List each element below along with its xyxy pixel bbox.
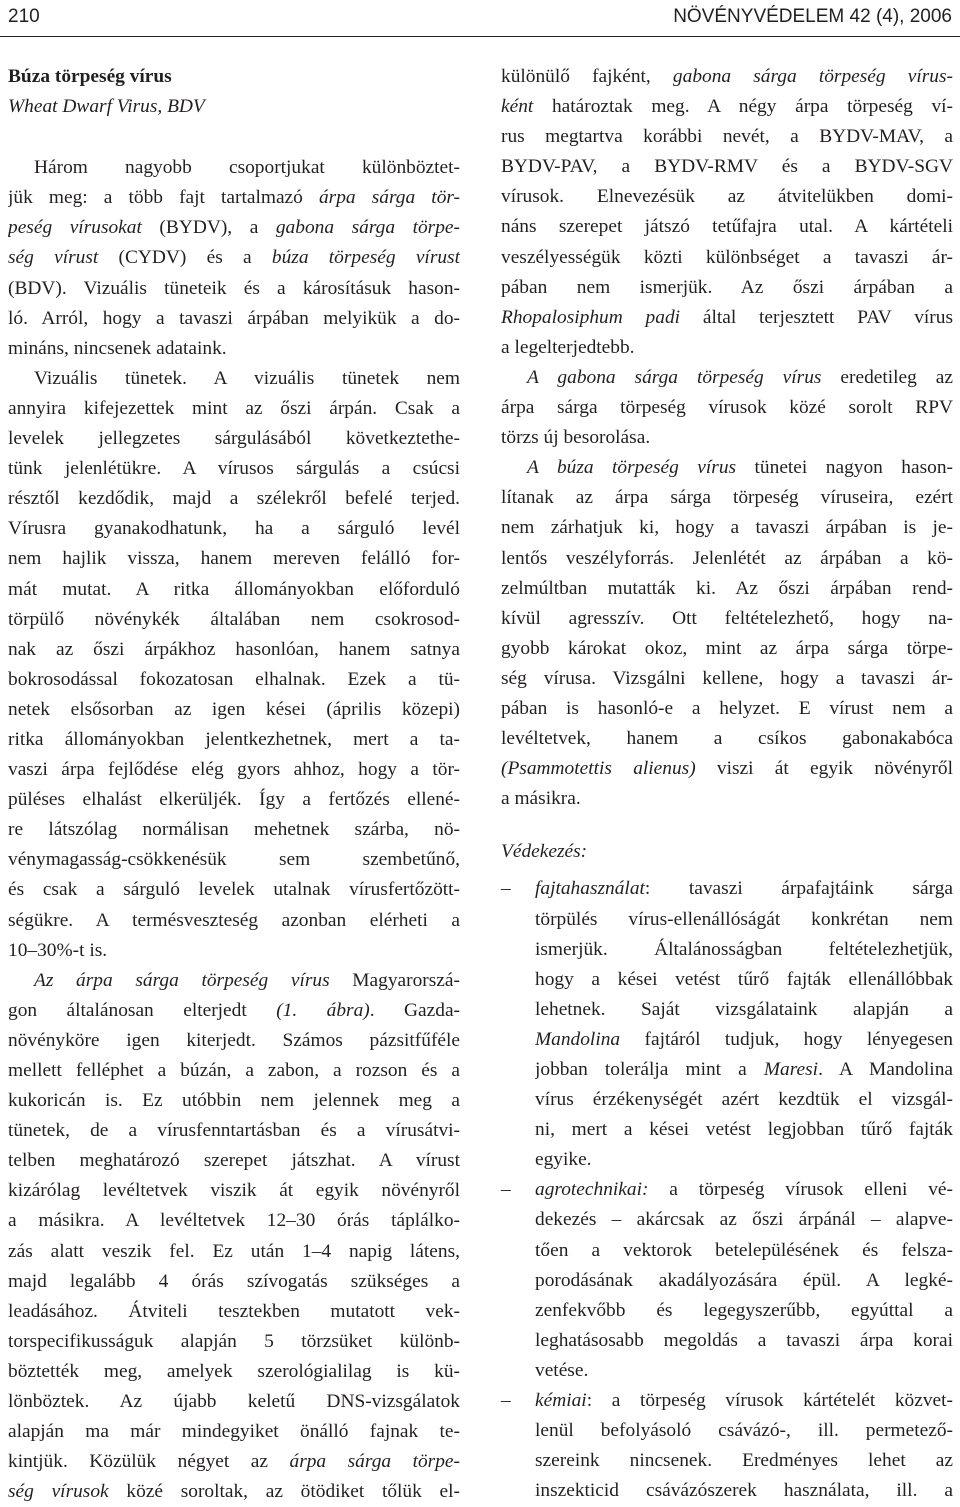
right-column — [501, 62, 953, 1506]
body-line: tünk jelenlétükre. A vírusos sárgulás a csúcsi — [8, 458, 460, 480]
list-line: fajtahasználat: tavaszi árpafajtáink sárga — [535, 878, 953, 900]
body-line: (Psammotettis alienus) viszi át egyik növényről — [501, 758, 953, 780]
vedekezes-heading: Védekezés: — [501, 841, 588, 863]
body-line: re látszólag normálisan mehetnek szárba, nö- — [8, 819, 460, 841]
list-dash: – — [501, 878, 511, 900]
list-line: zenfekvőbb és legegyszerűbb, egyúttal a — [535, 1299, 953, 1321]
body-line: leadásához. Átviteli tesztekben mutatott vek- — [8, 1300, 460, 1322]
body-line: ség vírusok közé soroltak, az ötödiket tőlük el- — [8, 1481, 460, 1503]
body-line: jük meg: a több fajt tartalmazó árpa sárga tör- — [8, 187, 460, 209]
list-line: vetése. — [535, 1359, 589, 1381]
body-line: kívül agresszív. Ott feltételezhető, hogy na- — [501, 607, 953, 629]
body-line: zelmúltban mutatták ki. Az őszi árpában rend- — [501, 577, 953, 599]
body-line: náns szerepet játszó tetűfajra utal. A kártételi — [501, 216, 953, 238]
list-line: vírus érzékenységét azért kezdtük el vizsgál- — [535, 1089, 953, 1111]
body-line: zás alatt veszik fel. Ez után 1–4 napig látens, — [8, 1240, 460, 1262]
list-line: jobban tolerálja mint a Maresi. A Mandolina — [535, 1059, 953, 1080]
list-line: tően a vektorok betelepülésének és felsza- — [535, 1239, 953, 1261]
body-line: bokrosodással fokozatosan elhalnak. Ezek a tü- — [8, 668, 460, 690]
body-line: a legelterjedtebb. — [501, 336, 635, 358]
body-line: gyobb károkat okoz, mint az árpa sárga törpe- — [501, 637, 953, 659]
body-line: majd legalább 4 órás szívogatás szükséges a — [8, 1270, 460, 1292]
body-line: nak az őszi árpákhoz hasonlóan, hanem satnya — [8, 638, 460, 660]
list-line: törpülés vírus-ellenállóságát konkrétan nem — [535, 908, 953, 930]
body-line: lönböztek. Az újabb keletű DNS-vizsgálatok — [8, 1391, 460, 1413]
body-line: pában nem ismerjük. Az őszi árpában a — [501, 276, 953, 298]
body-line: ként határoztak meg. A négy árpa törpeség ví- — [501, 96, 953, 118]
list-item-agrotechnikai — [501, 1175, 953, 1386]
body-line: kintjük. Közülük négyet az árpa sárga törpe- — [8, 1451, 460, 1473]
left-body-text — [8, 153, 460, 1507]
body-line: pában is hasonló-e a helyzet. E vírust nem a — [501, 697, 953, 719]
body-line: rus megtartva korábbi nevét, a BYDV-MAV, a — [501, 126, 953, 148]
body-line: törpülő növénykék általában nem csokrosod- — [8, 608, 460, 630]
body-line: vaszi árpa fejlődése elég gyors ahhoz, hogy a tör- — [8, 759, 460, 781]
journal-citation: NÖVÉNYVÉDELEM 42 (4), 2006 — [673, 6, 952, 27]
body-line: alapján ma már mindegyiket önálló fajnak te- — [8, 1421, 460, 1443]
body-line: nem zárhatjuk ki, hogy a tavaszi árpában is je- — [501, 517, 953, 539]
body-line: Három nagyobb csoportjukat különböztet- — [34, 157, 460, 179]
right-body-text — [501, 62, 953, 814]
list-line: kémiai: a törpeség vírusok kártételét közvet- — [535, 1390, 953, 1412]
body-line: mát mutat. A ritka állományokban előforduló — [8, 578, 460, 600]
body-line: A gabona sárga törpeség vírus eredetileg az — [527, 366, 953, 388]
body-line: a másikra. — [501, 788, 581, 810]
body-line: Vizuális tünetek. A vizuális tünetek nem — [34, 367, 460, 389]
body-line: annyira kifejezettek mint az őszi árpán. Csak a — [8, 397, 460, 419]
list-line: agrotechnikai: a törpeség vírusok elleni vé- — [535, 1179, 953, 1201]
body-line: veszélyességük közti különbséget a tavaszi ár- — [501, 246, 953, 268]
body-line: lentős veszélyforrás. Jelenlétét az árpában a kö- — [501, 547, 953, 569]
list-line: ismerjük. Általánosságban feltételezhetjük, — [535, 938, 953, 960]
list-item-kemiai — [501, 1386, 953, 1506]
body-line: ritka állományokban jelentkezhetnek, mert a ta- — [8, 728, 460, 750]
section-subtitle: Wheat Dwarf Virus, BDV — [8, 96, 205, 118]
body-line: peség vírusokat (BYDV), a gabona sárga törpe- — [8, 217, 460, 239]
body-line: netek elsősorban az igen kései (április közepi) — [8, 698, 460, 720]
list-line: dekezés – akárcsak az őszi árpánál – alapve- — [535, 1209, 953, 1231]
body-line: lítanak az árpa sárga törpeség víruseira, ezért — [501, 487, 953, 509]
body-line: Rhopalosiphum padi által terjesztett PAV vírus — [501, 306, 953, 328]
body-line: torspecifikusságuk alapján 5 törzsüket különb- — [8, 1330, 460, 1352]
section-title: Búza törpeség vírus — [8, 66, 172, 87]
list-line: porodásának akadályozására épül. A legké- — [535, 1269, 953, 1291]
body-line: (BDV). Vizuális tüneteik és a károsításuk hason- — [8, 277, 460, 299]
running-header — [0, 0, 960, 46]
body-line: püléses elhalást elkerüljék. Így a fertőzés ellené- — [8, 789, 460, 811]
header-rule — [0, 36, 960, 37]
body-line: mellett felléphet a búzán, a zabon, a rozson és a — [8, 1060, 460, 1081]
body-line: résztől kezdődik, majd a szélekről befelé terjed. — [8, 488, 460, 510]
body-line: 10–30%-t is. — [8, 939, 108, 961]
body-line: BYDV-PAV, a BYDV-RMV és a BYDV-SGV — [501, 156, 953, 178]
list-dash: – — [501, 1390, 511, 1412]
body-line: Az árpa sárga törpeség vírus Magyarorszá- — [34, 969, 460, 991]
body-line: vénymagasság-csökkenésük sem szembetűnő, — [8, 849, 460, 871]
list-line: szereink nincsenek. Eredményes lehet az — [535, 1450, 953, 1472]
list-dash: – — [501, 1179, 511, 1201]
body-line: böztették meg, amelyek szerológialilag is kü- — [8, 1360, 460, 1382]
body-line: törzs új besorolása. — [501, 427, 651, 449]
body-line: tünetek, de a vírusfenntartásban és a vírusátvi- — [8, 1120, 460, 1142]
list-line: egyike. — [535, 1149, 592, 1171]
list-line: lehetnek. Saját vizsgálataink alapján a — [535, 998, 953, 1020]
body-line: telben meghatározó szerepet játszhat. A vírust — [8, 1150, 460, 1172]
body-line: levéltetvek, hanem a csíkos gabonakabóca — [501, 728, 953, 750]
body-line: és csak a sárguló levelek utalnak vírusfertőzött- — [8, 879, 460, 901]
body-line: növényköre igen kiterjedt. Számos pázsitfűféle — [8, 1029, 460, 1051]
body-line: ségükre. A termésveszteség azonban elérheti a — [8, 909, 460, 931]
list-item-fajtahasznalat — [501, 874, 953, 1175]
body-line: kukoricán is. Ez utóbbin nem jelennek meg a — [8, 1090, 460, 1112]
body-line: ség vírust (CYDV) és a búza törpeség vírust — [8, 247, 460, 269]
body-line: vírusok. Elnevezésük az átvitelükben domi- — [501, 186, 953, 208]
body-line: kizárólag levéltetvek viszik át egyik növényről — [8, 1180, 460, 1202]
body-line: nem hajlik vissza, hanem mereven felálló for- — [8, 548, 460, 570]
body-line: mináns, nincsenek adataink. — [8, 337, 227, 359]
body-line: levelek jellegzetes sárgulásából következtethe- — [8, 428, 460, 450]
list-line: hogy a kései vetést tűrő fajták ellenállóbbak — [535, 968, 953, 990]
list-line: ni, mert a kései vetést legjobban tűrő fajták — [535, 1119, 953, 1141]
left-column — [8, 62, 460, 1507]
body-line: gon általánosan elterjedt (1. ábra). Gazda- — [8, 999, 460, 1021]
body-line: Vírusra gyanakodhatunk, ha a sárguló levél — [8, 518, 460, 540]
page-number: 210 — [8, 6, 40, 27]
body-line: A búza törpeség vírus tünetei nagyon hason- — [527, 457, 953, 479]
body-line: ség vírusa. Vizsgálni kellene, hogy a tavaszi ár- — [501, 667, 953, 689]
list-line: leghatásosabb megoldás a tavaszi árpa korai — [535, 1329, 953, 1351]
list-line: Mandolina fajtáról tudjuk, hogy lényegesen — [535, 1028, 953, 1050]
body-line: különülő fajként, gabona sárga törpeség vírus- — [501, 66, 953, 87]
body-line: árpa sárga törpeség vírusok közé sorolt RPV — [501, 397, 953, 419]
body-line: ló. Arról, hogy a tavaszi árpában melyikük a do- — [8, 307, 460, 329]
list-line: lenül befolyásoló csávázó-, ill. permetező- — [535, 1420, 953, 1442]
body-line: a másikra. A levéltetvek 12–30 órás táplálko- — [8, 1210, 460, 1232]
list-line: inszekticid csávázószerek használata, ill. a — [535, 1480, 953, 1502]
